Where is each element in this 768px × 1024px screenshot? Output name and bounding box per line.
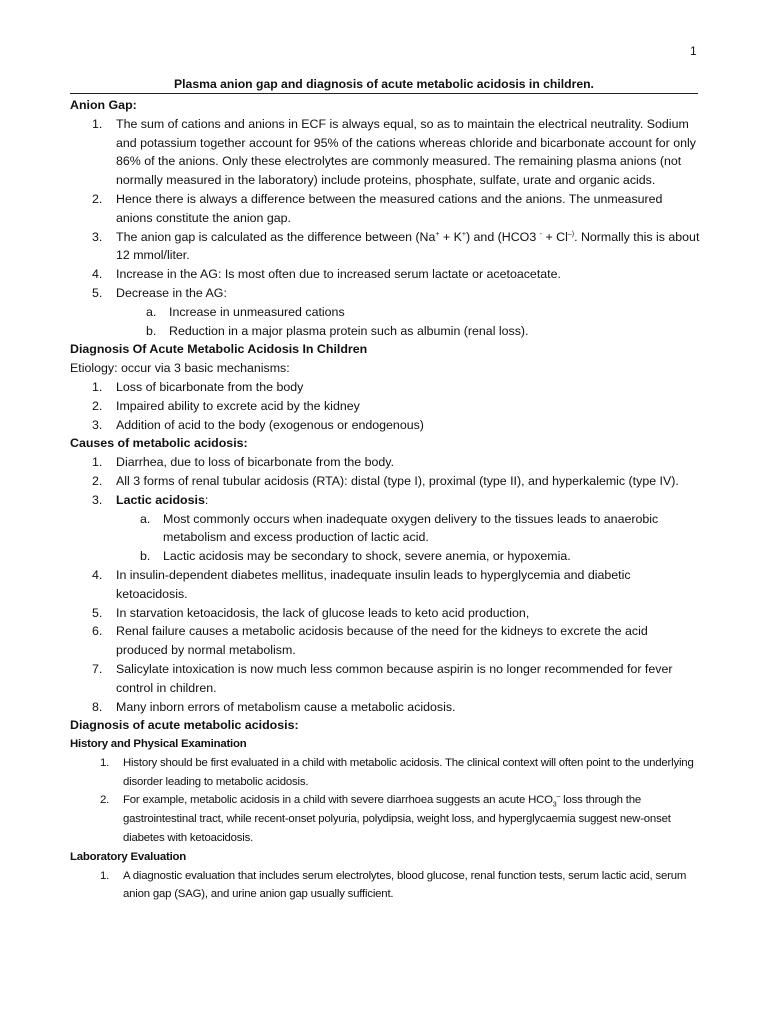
list-number: 1. [92, 116, 103, 131]
list-item [70, 115, 700, 190]
sublist-item [70, 510, 700, 548]
list-letter: a. [140, 511, 151, 526]
list-letter: b. [146, 323, 157, 338]
list-item-text: In starvation ketoacidosis, the lack of glucose leads to keto acid production, [116, 605, 530, 620]
list-item [70, 566, 700, 604]
list-number: 1. [92, 379, 103, 394]
list-number: 1. [92, 455, 103, 470]
list-item-text: Impaired ability to excrete acid by the kidney [116, 398, 360, 413]
list-item-text: Increase in the AG: Is most often due to increased serum lactate or acetoacetate. [116, 267, 561, 282]
list-item [70, 622, 700, 660]
list-item-text: Diarrhea, due to loss of bicarbonate from the body. [116, 455, 395, 470]
list-item-text: Salicylate intoxication is now much less common because aspirin is no longer recommended for fever control in children. [116, 661, 673, 695]
etiology-line: Etiology: occur via 3 basic mechanisms: [70, 361, 290, 376]
list-number: 7. [92, 661, 103, 676]
list-item-text: Loss of bicarbonate from the body [116, 379, 304, 394]
sublist-item [70, 322, 700, 341]
document-title: Plasma anion gap and diagnosis of acute metabolic acidosis in children. [70, 77, 698, 94]
list-number: 2. [92, 473, 103, 488]
sublist-item [70, 547, 700, 566]
list-item [70, 397, 700, 416]
anion-gap-formula: The anion gap is calculated as the difference between (Na+ + K+) and (HCO3 - + Cl–). Normally this is about 12 mmol/liter. [116, 229, 700, 263]
list-number: 3. [92, 417, 103, 432]
history-list [70, 754, 700, 848]
list-item [70, 698, 700, 717]
list-item-text: For example, metabolic acidosis in a child with severe diarrhoea suggests an acute $HCO_3^-$ loss through the gastrointestinal tract, while recent-onset polyuria, polydipsia, weight loss, and hyperglycaemia suggest new-onset diabetes with ketoacidosis. [123, 793, 671, 845]
list-number: 3. [92, 229, 103, 244]
list-item-text: In insulin-dependent diabetes mellitus, inadequate insulin leads to hyperglycemia and diabetic ketoacidosis. [116, 567, 631, 601]
decrease-sublist [116, 303, 700, 341]
lactic-sublist [116, 510, 700, 566]
list-number: 4. [92, 567, 103, 582]
list-item [70, 190, 700, 228]
list-letter: b. [140, 549, 151, 564]
list-number: 2. [92, 398, 103, 413]
mechanisms-list [70, 378, 700, 434]
list-item [70, 416, 700, 435]
list-item [70, 228, 700, 266]
list-item [70, 378, 700, 397]
lab-heading: Laboratory Evaluation [70, 850, 187, 863]
list-item-text: Most commonly occurs when inadequate oxygen delivery to the tissues leads to anaerobic metabolism and excess production of lactic acid. [163, 511, 659, 545]
list-item-text: Lactic acidosis may be secondary to shock, severe anemia, or hypoxemia. [163, 549, 571, 564]
list-item [70, 660, 700, 698]
list-number: 5. [92, 605, 103, 620]
list-item-text: Decrease in the AG: [116, 285, 227, 300]
causes-list [70, 453, 700, 716]
list-item-text: Reduction in a major plasma protein such as albumin (renal loss). [169, 323, 529, 338]
document-body [70, 96, 700, 904]
list-item [70, 472, 700, 491]
list-item-text: History should be first evaluated in a child with metabolic acidosis. The clinical context will often point to the underlying disorder leading to metabolic acidosis. [123, 756, 694, 788]
list-item-text: Addition of acid to the body (exogenous or endogenous) [116, 417, 424, 432]
sublist-item [70, 303, 700, 322]
list-number: 6. [92, 624, 103, 639]
list-item-text: Renal failure causes a metabolic acidosis because of the need for the kidneys to excrete the acid produced by normal metabolism. [116, 624, 648, 658]
list-item [70, 265, 700, 284]
list-item [70, 867, 700, 905]
causes-heading: Causes of metabolic acidosis: [70, 436, 248, 451]
list-number: 8. [92, 699, 103, 714]
list-number: 2. [92, 191, 103, 206]
lactic-acidosis-label: Lactic acidosis [116, 492, 205, 507]
list-item-text: Many inborn errors of metabolism cause a metabolic acidosis. [116, 699, 456, 714]
list-number: 5. [92, 285, 103, 300]
lab-list [70, 867, 700, 905]
list-item [70, 791, 700, 847]
list-item-text: The sum of cations and anions in ECF is always equal, so as to maintain the electrical neutrality. Sodium and potassium together account for 95% of the cations whereas chloride and bicarbonate account for only 86% of the anions. Only these electrolytes are commonly measured. The remaining plasma anions (not normally measured in the laboratory) include proteins, phosphate, sulfate, urate and organic acids. [116, 116, 696, 188]
list-item [70, 754, 700, 792]
list-item-text: All 3 forms of renal tubular acidosis (RTA): distal (type I), proximal (type II), and hyperkalemic (type IV). [116, 473, 679, 488]
diagnosis-acute-heading: Diagnosis of acute metabolic acidosis: [70, 718, 299, 733]
list-item-text: A diagnostic evaluation that includes serum electrolytes, blood glucose, renal function tests, serum lactic acid, serum anion gap (SAG), and urine anion gap usually sufficient. [123, 869, 687, 901]
history-heading: History and Physical Examination [70, 738, 247, 751]
list-item [70, 604, 700, 623]
list-number: 1. [100, 869, 110, 882]
list-number: 1. [100, 756, 110, 769]
list-item [70, 453, 700, 472]
page-number: 1 [690, 44, 697, 58]
list-number: 4. [92, 267, 103, 282]
list-item: 3. Lactic acidosis: a. Most commonly occurs when inadequate oxygen delivery to the tissues leads to anaerobic metabolism and excess production of lactic acid. b. Lactic acidosis may be secondary to shock, severe anemia, or hypoxemia. [70, 491, 700, 566]
list-number: 3. [92, 492, 103, 507]
list-item-text: Hence there is always a difference between the measured cations and the anions. The unmeasured anions constitute the anion gap. [116, 191, 663, 225]
list-number: 2. [100, 794, 110, 807]
list-letter: a. [146, 304, 157, 319]
anion-gap-heading: Anion Gap: [70, 98, 137, 112]
diagnosis-heading: Diagnosis Of Acute Metabolic Acidosis In Children [70, 342, 368, 357]
list-item [70, 284, 700, 340]
diagnosis-acute-section [70, 735, 700, 904]
list-item-text: Increase in unmeasured cations [169, 304, 345, 319]
anion-gap-list [70, 115, 700, 341]
